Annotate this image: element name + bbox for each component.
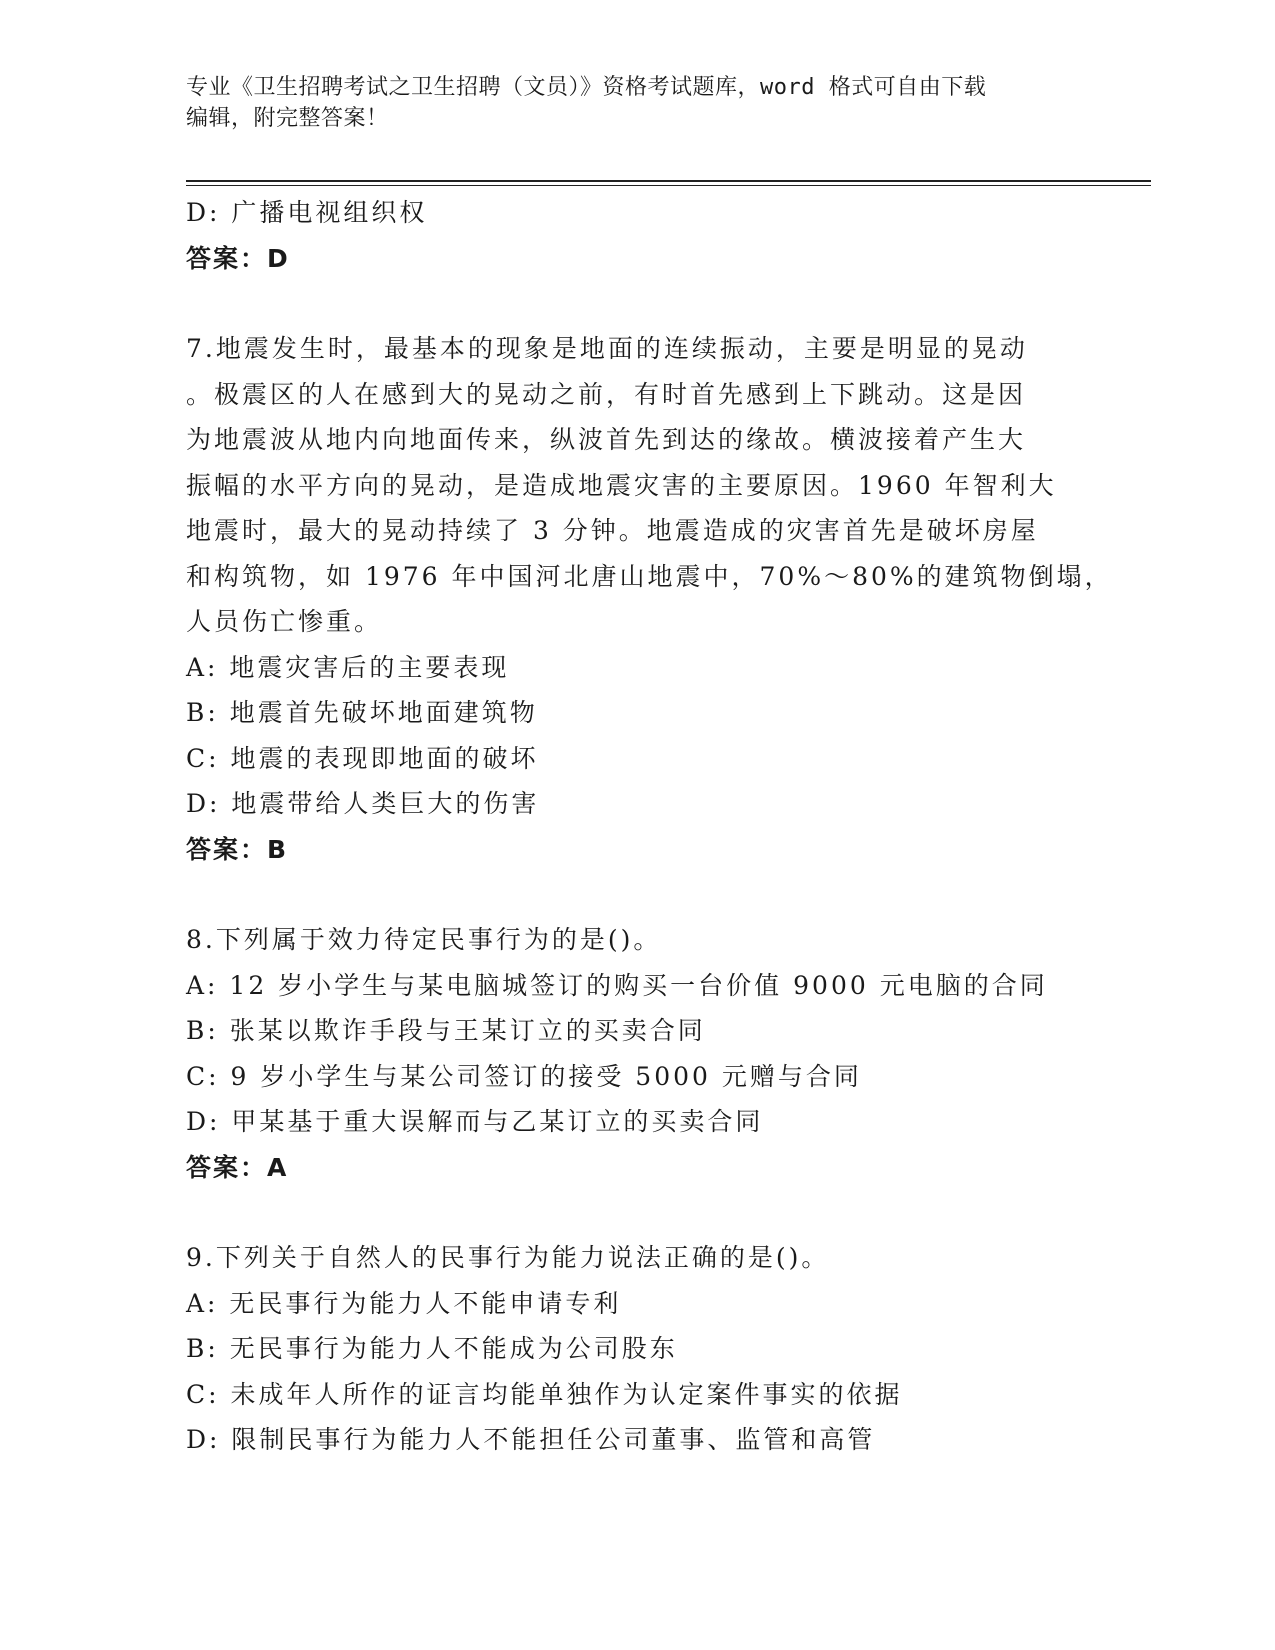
header-divider-thin — [186, 185, 1151, 186]
answer-line: 答案：A — [186, 1152, 289, 1182]
question-stem-line: 振幅的水平方向的晃动，是造成地震灾害的主要原因。1960 年智利大 — [186, 470, 1057, 500]
option-b: B: 无民事行为能力人不能成为公司股东 — [186, 1334, 678, 1363]
question-stem-line: 7.地震发生时，最基本的现象是地面的连续振动，主要是明显的晃动 — [186, 334, 1028, 363]
document-body — [186, 190, 1113, 1463]
question-9 — [186, 1235, 1086, 1463]
question-stem-line: 为地震波从地内向地面传来，纵波首先到达的缘故。横波接着产生大 — [186, 425, 1027, 454]
answer-line: 答案：D — [186, 243, 290, 273]
question-stem: 9.下列关于自然人的民事行为能力说法正确的是()。 — [186, 1243, 830, 1272]
answer-line: 答案：B — [186, 834, 289, 864]
question-stem-line: 。极震区的人在感到大的晃动之前，有时首先感到上下跳动。这是因 — [186, 379, 1027, 409]
question-6-tail — [186, 190, 1086, 281]
option-c: C: 9 岁小学生与某公司签订的接受 5000 元赠与合同 — [186, 1061, 862, 1091]
question-stem: 8.下列属于效力待定民事行为的是()。 — [186, 925, 662, 954]
option-a: A: 12 岁小学生与某电脑城签订的购买一台价值 9000 元电脑的合同 — [186, 970, 1048, 1000]
option-c: C: 地震的表现即地面的破坏 — [186, 743, 539, 773]
option-b: B: 张某以欺诈手段与王某订立的买卖合同 — [186, 1016, 706, 1045]
question-stem-line: 和构筑物，如 1976 年中国河北唐山地震中，70%～80%的建筑物倒塌， — [186, 561, 1113, 591]
option-d: D: 甲某基于重大误解而与乙某订立的买卖合同 — [186, 1107, 764, 1136]
page-header — [186, 72, 1066, 134]
option-b: B: 地震首先破坏地面建筑物 — [186, 698, 538, 727]
question-stem-line: 人员伤亡惨重。 — [186, 607, 383, 636]
option-d: D: 地震带给人类巨大的伤害 — [186, 789, 540, 818]
option-d: D: 限制民事行为能力人不能担任公司董事、监管和高管 — [186, 1425, 876, 1454]
question-7 — [186, 326, 1113, 872]
header-divider-thick — [186, 180, 1151, 182]
option-a: A: 地震灾害后的主要表现 — [186, 652, 510, 682]
option-a: A: 无民事行为能力人不能申请专利 — [186, 1288, 622, 1318]
option-d: D: 广播电视组织权 — [186, 198, 428, 227]
question-stem-line: 地震时，最大的晃动持续了 3 分钟。地震造成的灾害首先是破坏房屋 — [186, 516, 1039, 545]
option-c: C: 未成年人所作的证言均能单独作为认定案件事实的依据 — [186, 1379, 903, 1409]
header-line-2: 编辑，附完整答案！ — [186, 106, 389, 131]
question-8 — [186, 917, 1086, 1190]
header-line-1: 专业《卫生招聘考试之卫生招聘（文员）》资格考试题库，word 格式可自由下载 — [186, 75, 987, 100]
